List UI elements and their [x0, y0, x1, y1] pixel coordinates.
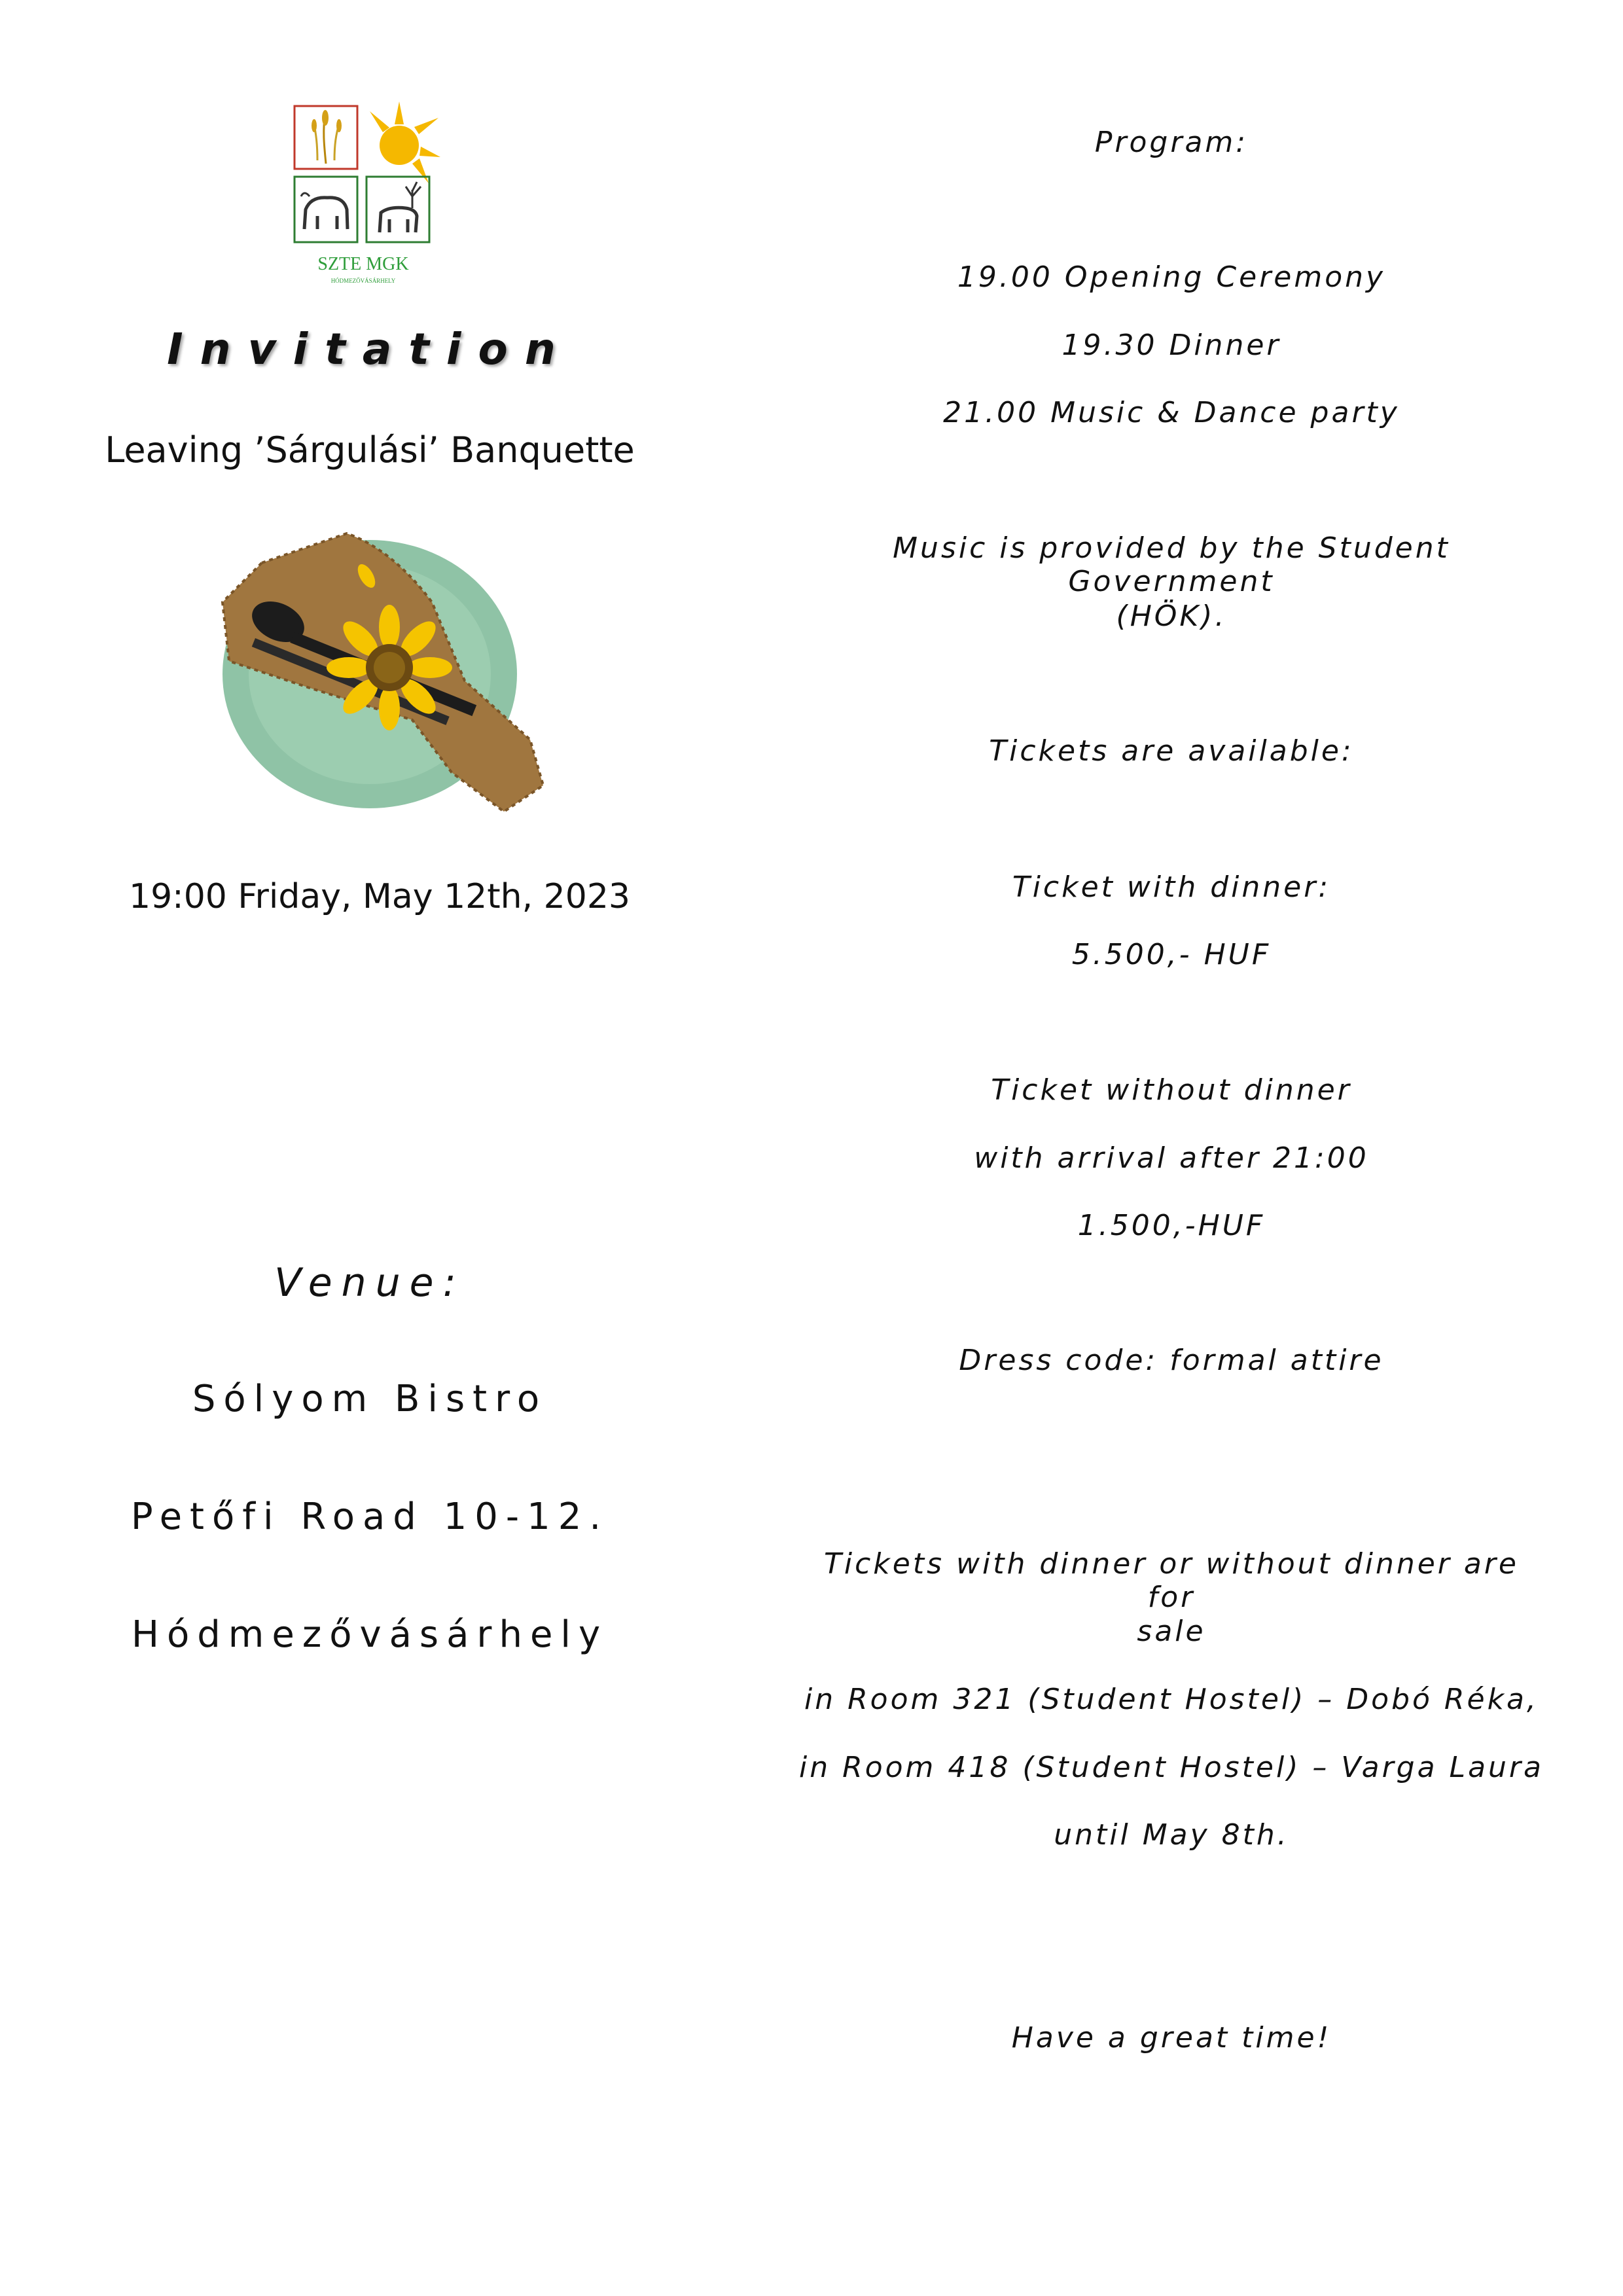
tickets-heading: Tickets are available:	[989, 734, 1354, 768]
sale-info-line: in Room 321 (Student Hostel) – Dobó Réka,	[804, 1683, 1539, 1716]
program-heading: Program:	[1094, 126, 1249, 159]
ticket-with-dinner-price: 5.500,- HUF	[1071, 938, 1272, 971]
venue-label: Venue:	[274, 1260, 465, 1306]
sale-info-line: sale	[1137, 1615, 1206, 1648]
invitation-subtitle: Leaving ’Sárgulási’ Banquette	[105, 429, 635, 471]
music-note: Music is provided by the Student Government	[893, 531, 1450, 598]
program-item: 19.30 Dinner	[1061, 329, 1281, 362]
venue-street: Petőfi Road 10-12.	[130, 1496, 609, 1538]
logo-subtext: HÓDMEZŐVÁSÁRHELY	[330, 278, 396, 284]
szte-mgk-logo	[291, 98, 442, 295]
invitation-title: Invitation	[167, 324, 573, 374]
event-datetime: 19:00 Friday, May 12th, 2023	[129, 877, 630, 916]
closing-message: Have a great time!	[1011, 2021, 1332, 2054]
ticket-without-dinner-price: 1.500,-HUF	[1077, 1209, 1266, 1242]
dress-code: Dress code: formal attire	[959, 1344, 1384, 1377]
plate-sunflower-image	[216, 524, 556, 825]
ticket-without-dinner-condition: with arrival after 21:00	[974, 1141, 1369, 1175]
venue-name: Sólyom Bistro	[192, 1378, 548, 1420]
sale-info-line: Tickets with dinner or without dinner are for	[823, 1547, 1519, 1614]
program-item: 19.00 Opening Ceremony	[957, 260, 1386, 294]
venue-city: Hódmezővásárhely	[131, 1613, 609, 1656]
sale-deadline: until May 8th.	[1054, 1818, 1289, 1852]
music-note-org: (HÖK).	[1116, 600, 1227, 633]
ticket-without-dinner-label: Ticket without dinner	[991, 1073, 1352, 1107]
ticket-with-dinner-label: Ticket with dinner:	[1012, 870, 1331, 904]
sale-info-line: in Room 418 (Student Hostel) – Varga Laura	[799, 1751, 1544, 1784]
logo-emblem-icon	[291, 98, 442, 295]
logo-text: SZTE MGK	[317, 254, 409, 274]
program-item: 21.00 Music & Dance party	[943, 396, 1400, 429]
